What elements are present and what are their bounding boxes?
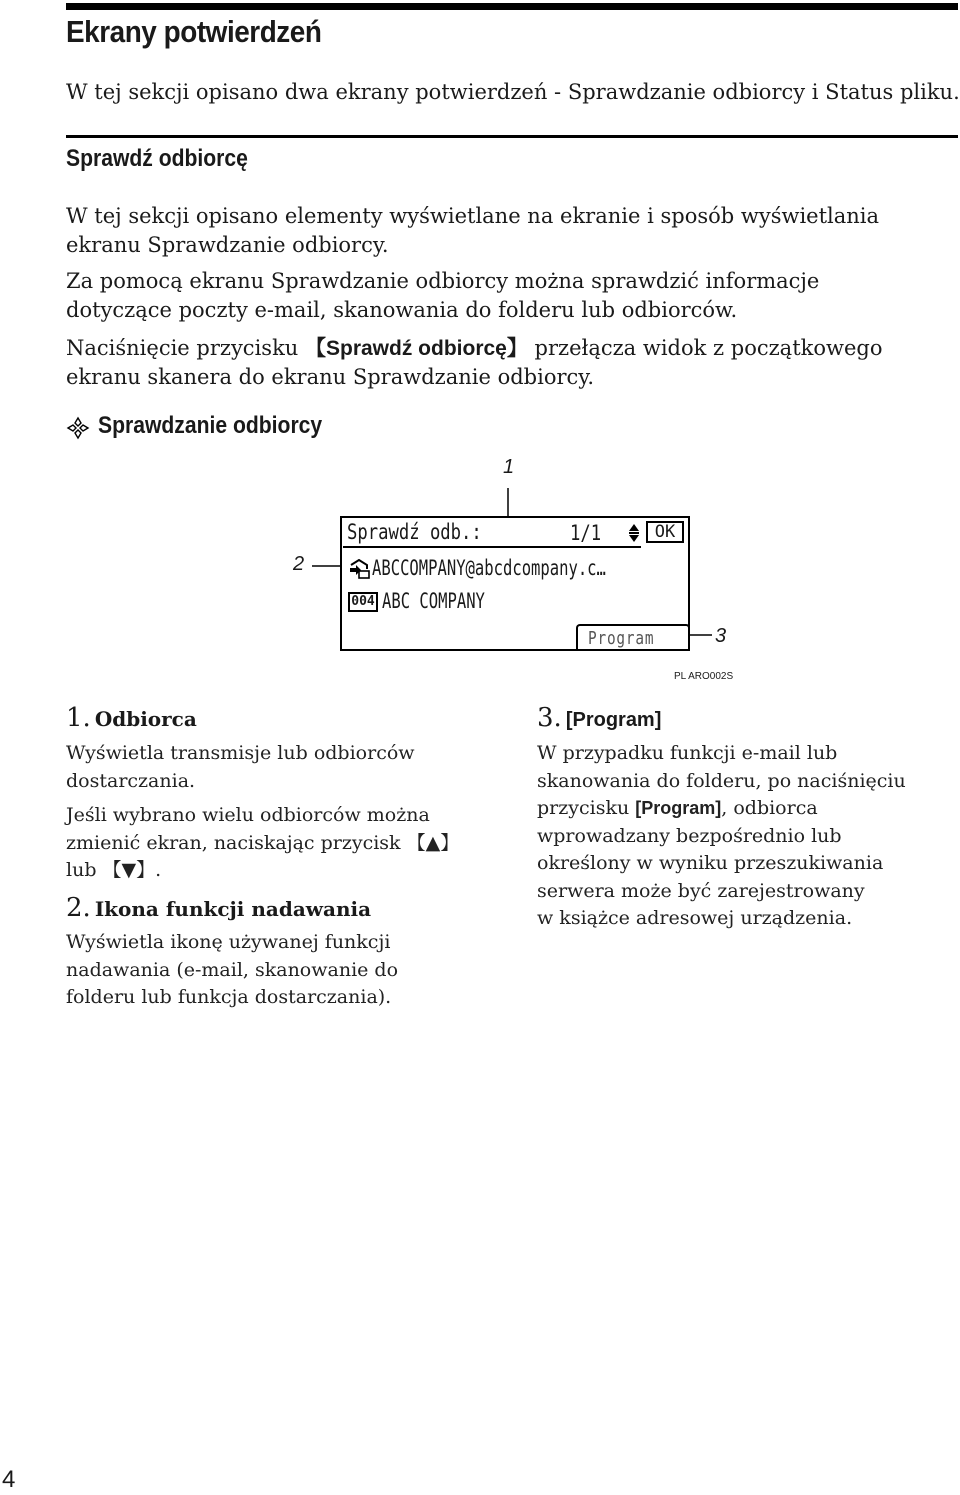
item-1-heading	[66, 703, 197, 733]
page-title: Ekrany potwierdzeń	[66, 14, 322, 49]
scroll-updown-icon[interactable]	[628, 523, 640, 548]
item-1-line-5: lub 【▼】.	[66, 859, 162, 881]
paragraph-2-line-2: dotyczące poczty e-mail, skanowania do folderu lub odbiorców.	[66, 298, 738, 322]
callout-1: 1	[503, 456, 515, 478]
figure-id: PL ARO002S	[674, 671, 734, 682]
item-3-line-3-post: , odbiorca	[721, 797, 818, 819]
item-2-title: Ikona funkcji nadawania	[94, 897, 372, 921]
key-program: [Program]	[635, 798, 722, 818]
lcd-program-label: Program	[588, 628, 655, 649]
callout-2: 2	[293, 553, 305, 575]
subsection-title: Sprawdzanie odbiorcy	[98, 412, 323, 439]
item-3-number: 3.	[537, 703, 562, 733]
intro-text: W tej sekcji opisano dwa ekrany potwierdzeń - Sprawdzanie odbiorcy i Status pliku.	[66, 80, 960, 104]
lcd-program-button[interactable]	[576, 624, 690, 651]
lcd-name: ABC COMPANY	[382, 589, 485, 613]
item-1-line-3: Jeśli wybrano wielu odbiorców można	[66, 804, 430, 826]
item-3-line-6: serwera może być zarejestrowany	[537, 879, 865, 902]
paragraph-3-line-2: ekranu skanera do ekranu Sprawdzanie odbiorcy.	[66, 365, 595, 389]
page-number: 4	[2, 1466, 16, 1493]
lcd-title-underline	[343, 546, 641, 548]
item-3-line-3-pre: przycisku	[537, 797, 636, 819]
item-3-title: [Program]	[565, 709, 662, 731]
key-check-recipient: 【Sprawdź odbiorcę】	[305, 337, 528, 360]
item-2-description	[66, 929, 486, 1012]
item-1-line-1: Wyświetla transmisje lub odbiorców	[66, 742, 415, 764]
paragraph-3-post: przełącza widok z początkowego	[527, 336, 883, 360]
item-3-heading	[537, 703, 661, 733]
paragraph-3-pre: Naciśnięcie przycisku	[66, 336, 305, 360]
item-3-line-5: określony w wyniku przeszukiwania	[537, 852, 884, 874]
item-1-line-4: zmienić ekran, naciskając przycisk 【▲】	[66, 831, 460, 854]
paragraph-2-line-1: Za pomocą ekranu Sprawdzanie odbiorcy można sprawdzić informacje	[66, 269, 820, 293]
paragraph-1: W tej sekcji opisano elementy wyświetlane na ekranie i sposób wyświetlania ekranu Sprawdzanie odbiorcy.	[66, 204, 880, 257]
item-1-title: Odbiorca	[94, 707, 197, 731]
item-1-number: 1.	[66, 703, 91, 733]
item-3-line-7: w książce adresowej urządzenia.	[537, 907, 853, 929]
lcd-screen	[340, 516, 690, 651]
lcd-page-indicator: 1/1	[570, 521, 602, 545]
section-title: Sprawdź odbiorcę	[66, 145, 248, 172]
item-3-line-3	[537, 795, 952, 823]
item-2-line-3: folderu lub funkcja dostarczania).	[66, 986, 392, 1008]
item-3-line-4: wprowadzany bezpośrednio lub	[537, 824, 842, 847]
item-2-line-1: Wyświetla ikonę używanej funkcji	[66, 931, 391, 953]
lcd-code-box: 004	[348, 592, 378, 612]
item-3-description	[537, 740, 952, 933]
callout-3: 3	[715, 625, 727, 647]
lcd-address: ABCCOMPANY@abcdcompany.c…	[372, 556, 606, 580]
lcd-title: Sprawdź odb.:	[347, 520, 482, 544]
item-1-description	[66, 740, 486, 885]
item-2-number: 2.	[66, 893, 91, 923]
item-1-line-2: dostarczania.	[66, 769, 196, 792]
item-3-line-1: W przypadku funkcji e-mail lub	[537, 742, 838, 764]
email-function-icon	[348, 559, 370, 584]
item-2-line-2: nadawania (e-mail, skanowanie do	[66, 958, 399, 981]
item-2-heading	[66, 893, 371, 923]
item-3-line-2: skanowania do folderu, po naciśnięciu	[537, 769, 906, 792]
lcd-ok-button[interactable]: OK	[646, 521, 684, 543]
